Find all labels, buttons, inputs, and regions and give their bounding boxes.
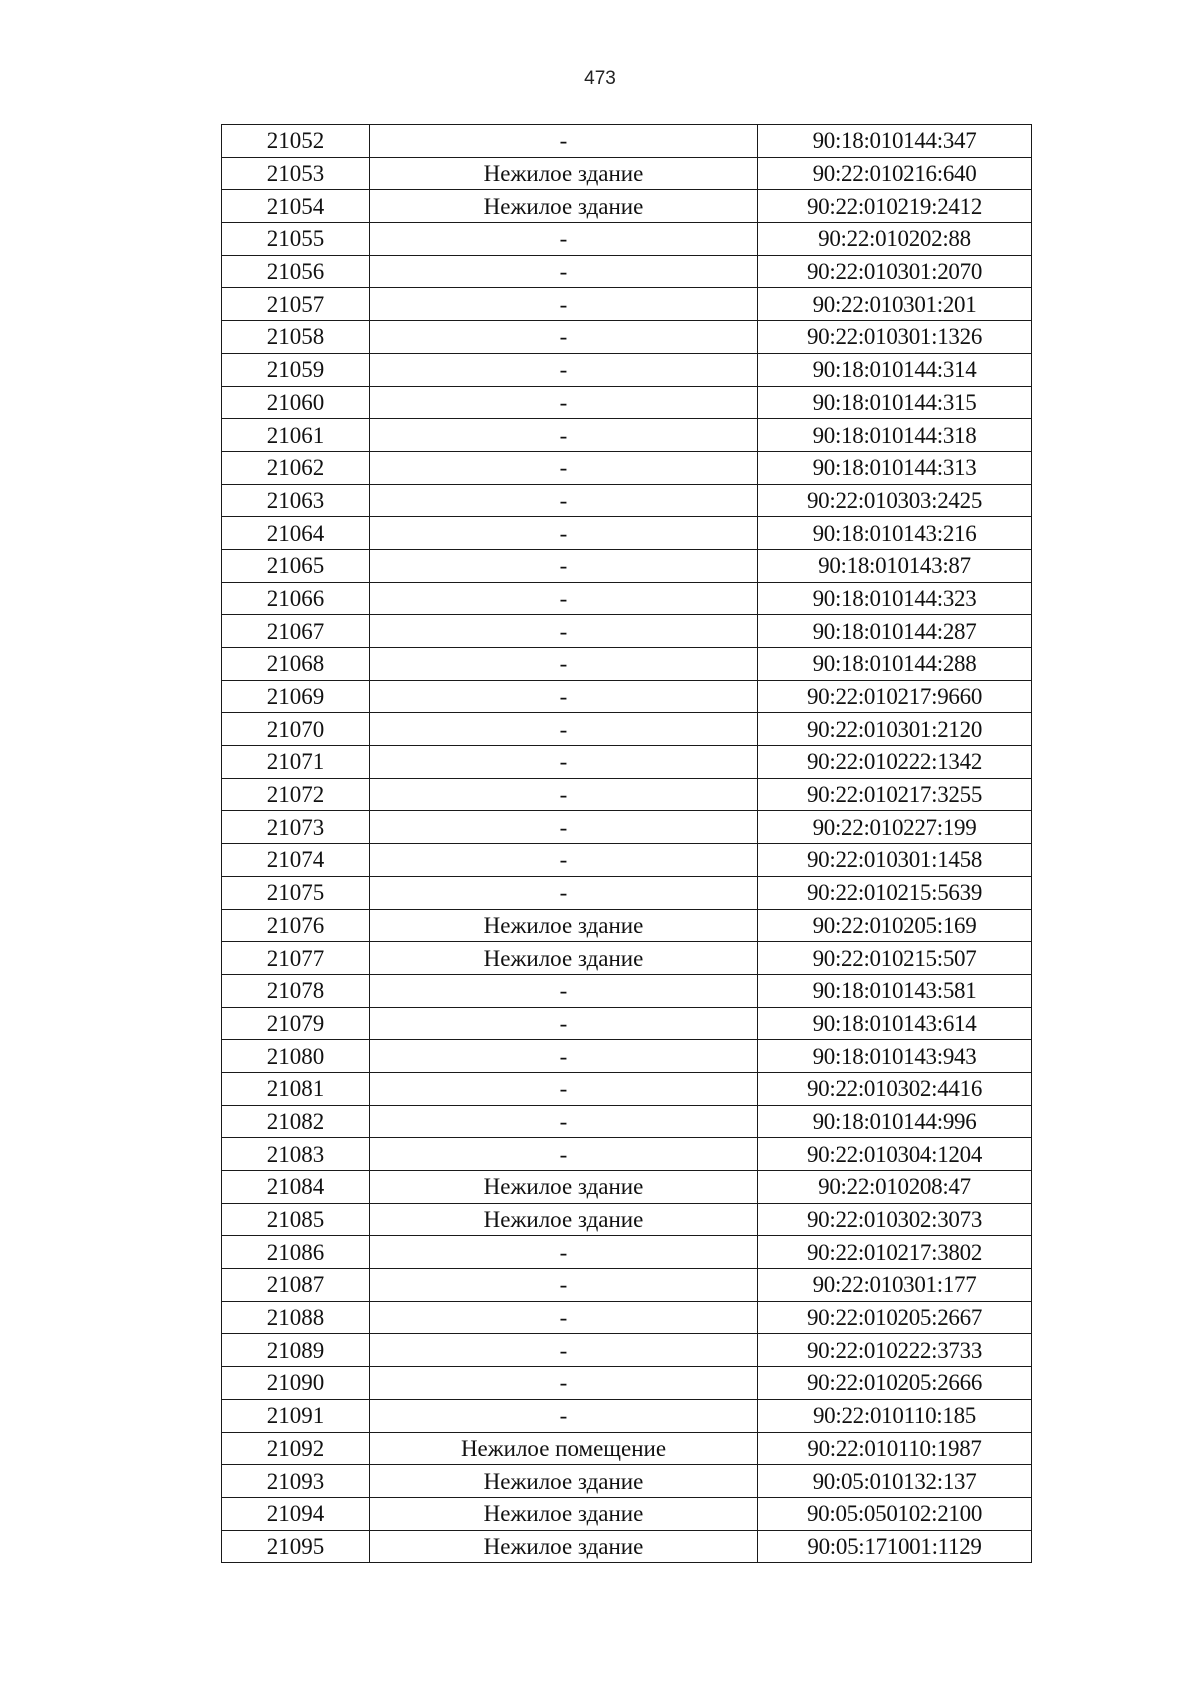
table-row [222,1367,1032,1400]
table-row [222,746,1032,779]
cadastral-number-cell: 90:22:010217:9660 [758,680,1032,713]
table-row [222,353,1032,386]
row-number-cell: 21067 [222,615,370,648]
row-number-cell: 21072 [222,778,370,811]
object-name-cell: - [370,1138,758,1171]
row-number-cell: 21091 [222,1399,370,1432]
row-number-cell: 21071 [222,746,370,779]
table-row [222,615,1032,648]
property-table-body [222,125,1032,1563]
table-row [222,1072,1032,1105]
cadastral-number-cell: 90:18:010143:216 [758,517,1032,550]
table-row [222,321,1032,354]
object-name-cell: - [370,615,758,648]
cadastral-number-cell: 90:05:010132:137 [758,1465,1032,1498]
cadastral-number-cell: 90:22:010301:2070 [758,255,1032,288]
table-row [222,1236,1032,1269]
object-name-cell: Нежилое помещение [370,1432,758,1465]
cadastral-number-cell: 90:18:010144:347 [758,125,1032,158]
cadastral-number-cell: 90:22:010217:3255 [758,778,1032,811]
object-name-cell: - [370,321,758,354]
table-row [222,942,1032,975]
property-table [221,124,1032,1563]
row-number-cell: 21068 [222,648,370,681]
row-number-cell: 21085 [222,1203,370,1236]
row-number-cell: 21081 [222,1072,370,1105]
table-row [222,288,1032,321]
row-number-cell: 21054 [222,190,370,223]
cadastral-number-cell: 90:22:010110:1987 [758,1432,1032,1465]
cadastral-number-cell: 90:18:010143:614 [758,1007,1032,1040]
cadastral-number-cell: 90:18:010144:288 [758,648,1032,681]
table-row [222,909,1032,942]
table-row [222,517,1032,550]
table-row [222,648,1032,681]
object-name-cell: - [370,1040,758,1073]
cadastral-number-cell: 90:22:010110:185 [758,1399,1032,1432]
table-row [222,1105,1032,1138]
row-number-cell: 21080 [222,1040,370,1073]
table-row [222,1138,1032,1171]
object-name-cell: - [370,811,758,844]
object-name-cell: - [370,288,758,321]
table-row [222,484,1032,517]
object-name-cell: - [370,419,758,452]
object-name-cell: - [370,1236,758,1269]
table-row [222,876,1032,909]
cadastral-number-cell: 90:22:010215:5639 [758,876,1032,909]
cadastral-number-cell: 90:18:010144:318 [758,419,1032,452]
object-name-cell: - [370,1072,758,1105]
table-row [222,255,1032,288]
object-name-cell: - [370,844,758,877]
cadastral-number-cell: 90:18:010143:87 [758,549,1032,582]
cadastral-number-cell: 90:22:010219:2412 [758,190,1032,223]
cadastral-number-cell: 90:05:050102:2100 [758,1497,1032,1530]
table-row [222,1203,1032,1236]
row-number-cell: 21059 [222,353,370,386]
row-number-cell: 21057 [222,288,370,321]
page-number: 473 [584,68,616,89]
row-number-cell: 21082 [222,1105,370,1138]
table-row [222,157,1032,190]
object-name-cell: - [370,353,758,386]
object-name-cell: Нежилое здание [370,1171,758,1204]
object-name-cell: - [370,746,758,779]
row-number-cell: 21079 [222,1007,370,1040]
table-row [222,190,1032,223]
row-number-cell: 21056 [222,255,370,288]
object-name-cell: - [370,778,758,811]
row-number-cell: 21069 [222,680,370,713]
row-number-cell: 21094 [222,1497,370,1530]
cadastral-number-cell: 90:22:010216:640 [758,157,1032,190]
row-number-cell: 21064 [222,517,370,550]
object-name-cell: - [370,549,758,582]
object-name-cell: - [370,648,758,681]
table-row [222,811,1032,844]
object-name-cell: - [370,255,758,288]
table-row [222,1399,1032,1432]
row-number-cell: 21089 [222,1334,370,1367]
table-row [222,1334,1032,1367]
row-number-cell: 21088 [222,1301,370,1334]
table-row [222,1171,1032,1204]
table-row [222,451,1032,484]
cadastral-number-cell: 90:18:010144:315 [758,386,1032,419]
row-number-cell: 21058 [222,321,370,354]
object-name-cell: Нежилое здание [370,942,758,975]
row-number-cell: 21083 [222,1138,370,1171]
table-row [222,1497,1032,1530]
table-row [222,844,1032,877]
cadastral-number-cell: 90:05:171001:1129 [758,1530,1032,1563]
cadastral-number-cell: 90:22:010222:1342 [758,746,1032,779]
object-name-cell: Нежилое здание [370,1530,758,1563]
object-name-cell: - [370,582,758,615]
object-name-cell: - [370,974,758,1007]
row-number-cell: 21062 [222,451,370,484]
object-name-cell: Нежилое здание [370,909,758,942]
object-name-cell: - [370,876,758,909]
object-name-cell: - [370,386,758,419]
object-name-cell: - [370,1399,758,1432]
row-number-cell: 21060 [222,386,370,419]
cadastral-number-cell: 90:18:010144:313 [758,451,1032,484]
object-name-cell: Нежилое здание [370,1497,758,1530]
cadastral-number-cell: 90:22:010208:47 [758,1171,1032,1204]
table-row [222,1465,1032,1498]
cadastral-number-cell: 90:22:010227:199 [758,811,1032,844]
row-number-cell: 21075 [222,876,370,909]
cadastral-number-cell: 90:22:010202:88 [758,223,1032,256]
row-number-cell: 21090 [222,1367,370,1400]
object-name-cell: - [370,223,758,256]
cadastral-number-cell: 90:22:010304:1204 [758,1138,1032,1171]
row-number-cell: 21073 [222,811,370,844]
property-table-container [221,124,1031,1563]
cadastral-number-cell: 90:18:010143:943 [758,1040,1032,1073]
object-name-cell: - [370,1105,758,1138]
row-number-cell: 21065 [222,549,370,582]
object-name-cell: - [370,713,758,746]
object-name-cell: - [370,1301,758,1334]
row-number-cell: 21084 [222,1171,370,1204]
row-number-cell: 21087 [222,1269,370,1302]
cadastral-number-cell: 90:22:010205:2667 [758,1301,1032,1334]
table-row [222,582,1032,615]
table-row [222,223,1032,256]
row-number-cell: 21063 [222,484,370,517]
cadastral-number-cell: 90:22:010301:177 [758,1269,1032,1302]
cadastral-number-cell: 90:22:010303:2425 [758,484,1032,517]
cadastral-number-cell: 90:22:010222:3733 [758,1334,1032,1367]
table-row [222,125,1032,158]
cadastral-number-cell: 90:22:010217:3802 [758,1236,1032,1269]
cadastral-number-cell: 90:22:010301:201 [758,288,1032,321]
row-number-cell: 21055 [222,223,370,256]
row-number-cell: 21093 [222,1465,370,1498]
row-number-cell: 21095 [222,1530,370,1563]
object-name-cell: - [370,1269,758,1302]
table-row [222,1530,1032,1563]
row-number-cell: 21052 [222,125,370,158]
table-row [222,1269,1032,1302]
table-row [222,778,1032,811]
row-number-cell: 21074 [222,844,370,877]
table-row [222,1040,1032,1073]
object-name-cell: Нежилое здание [370,1465,758,1498]
row-number-cell: 21066 [222,582,370,615]
row-number-cell: 21061 [222,419,370,452]
row-number-cell: 21086 [222,1236,370,1269]
table-row [222,1007,1032,1040]
cadastral-number-cell: 90:22:010301:1326 [758,321,1032,354]
cadastral-number-cell: 90:18:010144:996 [758,1105,1032,1138]
object-name-cell: - [370,1007,758,1040]
object-name-cell: - [370,451,758,484]
object-name-cell: - [370,125,758,158]
table-row [222,1301,1032,1334]
cadastral-number-cell: 90:22:010215:507 [758,942,1032,975]
row-number-cell: 21070 [222,713,370,746]
row-number-cell: 21077 [222,942,370,975]
object-name-cell: - [370,1367,758,1400]
table-row [222,386,1032,419]
cadastral-number-cell: 90:22:010301:1458 [758,844,1032,877]
table-row [222,713,1032,746]
cadastral-number-cell: 90:22:010205:2666 [758,1367,1032,1400]
table-row [222,549,1032,582]
object-name-cell: - [370,484,758,517]
object-name-cell: Нежилое здание [370,190,758,223]
cadastral-number-cell: 90:18:010144:287 [758,615,1032,648]
table-row [222,419,1032,452]
table-row [222,680,1032,713]
row-number-cell: 21053 [222,157,370,190]
cadastral-number-cell: 90:18:010144:323 [758,582,1032,615]
cadastral-number-cell: 90:22:010302:4416 [758,1072,1032,1105]
cadastral-number-cell: 90:18:010144:314 [758,353,1032,386]
table-row [222,974,1032,1007]
object-name-cell: Нежилое здание [370,1203,758,1236]
cadastral-number-cell: 90:22:010302:3073 [758,1203,1032,1236]
object-name-cell: Нежилое здание [370,157,758,190]
object-name-cell: - [370,680,758,713]
object-name-cell: - [370,517,758,550]
row-number-cell: 21076 [222,909,370,942]
row-number-cell: 21078 [222,974,370,1007]
object-name-cell: - [370,1334,758,1367]
cadastral-number-cell: 90:18:010143:581 [758,974,1032,1007]
table-row [222,1432,1032,1465]
cadastral-number-cell: 90:22:010205:169 [758,909,1032,942]
row-number-cell: 21092 [222,1432,370,1465]
cadastral-number-cell: 90:22:010301:2120 [758,713,1032,746]
